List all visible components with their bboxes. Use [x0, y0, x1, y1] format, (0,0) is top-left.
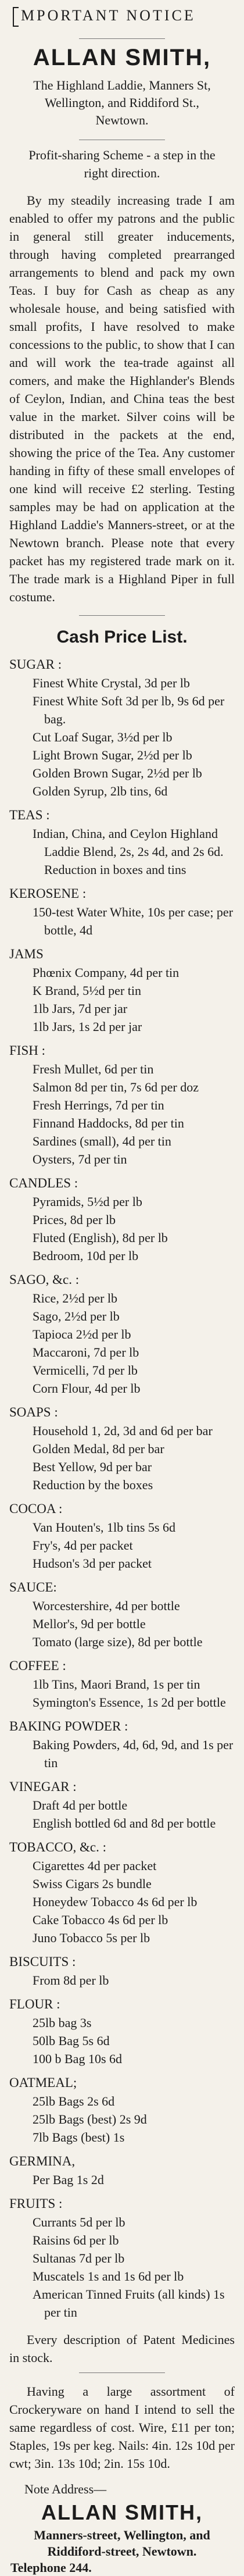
price-item: Honeydew Tobacco 4s 6d per lb: [33, 1894, 198, 1909]
price-item: American Tinned Fruits (all kinds) 1s per tin: [33, 2287, 225, 2320]
category-items: [9, 1857, 235, 1947]
price-item: Household 1, 2d, 3d and 6d per bar: [33, 1423, 213, 1438]
price-item: 7lb Bags (best) 1s: [33, 2130, 125, 2145]
category-items: [9, 1422, 235, 1494]
footer-merchant-name: ALLAN SMITH,: [41, 2500, 203, 2524]
price-item: Finest White Soft 3d per lb, 9s 6d per bag.: [33, 694, 225, 726]
price-item: Cut Loaf Sugar, 3½d per lb: [33, 730, 173, 744]
price-item: K Brand, 5½d per tin: [33, 983, 141, 998]
category-items: [9, 2014, 235, 2068]
price-item: Tomato (large size), 8d per bottle: [33, 1635, 203, 1649]
price-item: Per Bag 1s 2d: [33, 2172, 104, 2187]
category-items: [9, 674, 235, 800]
category-items: [9, 1796, 235, 1832]
price-category: [9, 1953, 235, 1989]
telephone: Telephone 244.: [10, 2560, 92, 2575]
price-category: [9, 1271, 235, 1397]
category-items: [9, 1518, 235, 1572]
category-items: [9, 2171, 235, 2189]
intro-paragraph: By my steadily increasing trade I am enabled to offer my patrons and the public in general still greater inducements, through having completed prearranged arrangements to blend and pack my own Teas. I buy for Cash as cheap as any wholesale house, and being satisfied with small profits, I have resolved to make concessions to the public, to show that I can and will work the tea-trade against all comers, and make the Highlander's Blends of Ceylon, Indian, and China teas the best value in the market. Silver coins will be distributed in the packets at the end, showing the price of the Tea. Any customer handing in fifty of these small envelopes of one kind will receive £2 sterling. Testing samples may be had on application at the Highland Laddie's Manners-street, or at the Newtown branch. Please note that every packet has my registered trade mark on it. The trade mark is a Highland Piper in full costume.: [9, 193, 235, 604]
category-heading: JAMS: [9, 947, 44, 961]
price-category: [9, 2152, 235, 2189]
category-heading: TOBACCO, &c. :: [9, 1840, 106, 1854]
category-items: [9, 1597, 235, 1651]
price-category: [9, 1778, 235, 1832]
category-items: [9, 1675, 235, 1711]
price-category: [9, 884, 235, 939]
divider-rule: [79, 2372, 165, 2373]
price-item: 1lb Tins, Maori Brand, 1s per tin: [33, 1677, 200, 1692]
price-item: 1lb Jars, 7d per jar: [33, 1001, 128, 1016]
price-category: [9, 1174, 235, 1265]
price-item: Van Houten's, 1lb tins 5s 6d: [33, 1520, 175, 1535]
price-item: 50lb Bag 5s 6d: [33, 2033, 110, 2048]
price-item: Fresh Mullet, 6d per tin: [33, 1062, 154, 1076]
category-items: [9, 2092, 235, 2146]
price-item: Sago, 2½d per lb: [33, 1309, 120, 1323]
address-line: Newtown.: [95, 113, 149, 127]
category-heading: KEROSENE :: [9, 886, 87, 901]
bracket-ornament: [13, 7, 19, 27]
category-heading: GERMINA,: [9, 2154, 76, 2168]
footer-address-line: Riddiford-street, Newtown.: [47, 2544, 197, 2559]
price-item: 1lb Jars, 1s 2d per jar: [33, 1019, 142, 1034]
price-item: Golden Medal, 8d per bar: [33, 1442, 164, 1456]
divider-rule: [79, 615, 165, 616]
crockery-paragraph: Having a large assortment of Crockeryware on hand I intend to sell the same regardless of cost. Wire, £11 per ton; Staples, 19s per keg. Nails: 4in. 12s 10d per cwt; 3in. 13s 10d; 2in. 15s 10d.: [9, 2384, 235, 2471]
category-heading: COCOA :: [9, 1501, 63, 1516]
price-category: [9, 2195, 235, 2321]
category-heading: VINEGAR :: [9, 1779, 77, 1794]
category-items: [9, 825, 235, 879]
price-item: Oysters, 7d per tin: [33, 1152, 127, 1166]
price-item: Phœnix Company, 4d per tin: [33, 965, 180, 980]
price-item: Golden Syrup, 2lb tins, 6d: [33, 784, 168, 798]
category-heading: SAGO, &c. :: [9, 1272, 80, 1287]
merchant-name: ALLAN SMITH,: [33, 45, 211, 70]
price-category: [9, 806, 235, 879]
price-category: [9, 1838, 235, 1947]
address-line: Wellington, and Riddiford St.,: [45, 95, 199, 110]
price-item: Symington's Essence, 1s 2d per bottle: [33, 1695, 226, 1710]
price-category: [9, 1995, 235, 2068]
price-item: 25lb Bags (best) 2s 9d: [33, 2112, 147, 2127]
category-heading: FISH :: [9, 1043, 45, 1058]
category-heading: BISCUITS :: [9, 1954, 76, 1969]
category-heading: OATMEAL;: [9, 2075, 77, 2090]
price-item: Sardines (small), 4d per tin: [33, 1134, 171, 1148]
category-items: [9, 903, 235, 939]
price-item: From 8d per lb: [33, 1973, 109, 1988]
category-items: [9, 1289, 235, 1397]
category-items: [9, 1971, 235, 1989]
notice-header: [9, 6, 235, 33]
price-item: Cake Tobacco 4s 6d per lb: [33, 1913, 168, 1927]
note-address-label: Note Address—: [24, 2482, 107, 2496]
price-category: [9, 1578, 235, 1651]
price-category: [9, 1657, 235, 1711]
price-item: Fry's, 4d per packet: [33, 1538, 133, 1553]
category-heading: FLOUR :: [9, 1997, 60, 2011]
price-category: [9, 1500, 235, 1572]
price-item: Swiss Cigars 2s bundle: [33, 1876, 152, 1891]
category-heading: SAUCE:: [9, 1580, 57, 1594]
category-items: [9, 1060, 235, 1168]
category-heading: BAKING POWDER :: [9, 1719, 128, 1733]
price-item: Worcestershire, 4d per bottle: [33, 1599, 180, 1613]
price-item: Corn Flour, 4d per lb: [33, 1381, 141, 1396]
address-line: The Highland Laddie, Manners St,: [33, 78, 211, 92]
merchant-address: [9, 77, 235, 129]
profit-sharing-line: Profit-sharing Scheme - a step in the right direction.: [28, 148, 216, 180]
price-list: [9, 655, 235, 2321]
price-item: Hudson's 3d per packet: [33, 1556, 152, 1571]
footer-address-line: Manners-street, Wellington, and: [34, 2528, 210, 2542]
price-item: 25lb Bags 2s 6d: [33, 2094, 115, 2108]
price-category: [9, 1717, 235, 1772]
price-item: Currants 5d per lb: [33, 2215, 125, 2229]
divider-rule: [79, 38, 165, 39]
price-item: Maccaroni, 7d per lb: [33, 1345, 139, 1360]
price-item: Finest White Crystal, 3d per lb: [33, 676, 190, 690]
price-item: Best Yellow, 9d per bar: [33, 1460, 152, 1474]
medicines-notice: Every description of Patent Medicines in stock.: [9, 2332, 235, 2365]
price-item: Raisins 6d per lb: [33, 2233, 119, 2247]
category-heading: SOAPS :: [9, 1405, 58, 1419]
price-item: Pyramids, 5½d per lb: [33, 1194, 142, 1209]
price-item: Golden Brown Sugar, 2½d per lb: [33, 766, 202, 780]
price-item: Salmon 8d per tin, 7s 6d per doz: [33, 1080, 199, 1094]
category-items: [9, 2213, 235, 2321]
price-item: Reduction by the boxes: [33, 1478, 153, 1492]
price-category: [9, 945, 235, 1036]
price-item: Rice, 2½d per lb: [33, 1291, 118, 1305]
price-item: Draft 4d per bottle: [33, 1798, 128, 1813]
price-item: Fresh Herrings, 7d per tin: [33, 1098, 164, 1112]
category-items: [9, 1193, 235, 1265]
price-item: 25lb bag 3s: [33, 2015, 92, 2030]
category-heading: TEAS :: [9, 808, 50, 822]
category-heading: FRUITS :: [9, 2196, 63, 2211]
price-list-title: Cash Price List.: [56, 627, 188, 647]
price-item: 150-test Water White, 10s per case; per bottle, 4d: [33, 905, 234, 937]
price-item: Tapioca 2½d per lb: [33, 1327, 131, 1341]
price-item: Indian, China, and Ceylon Highland Laddie Blend, 2s, 2s 4d, and 2s 6d. Reduction in boxes and tins: [33, 826, 224, 877]
price-item: English bottled 6d and 8d per bottle: [33, 1816, 216, 1831]
price-item: Bedroom, 10d per lb: [33, 1248, 139, 1263]
price-item: Fluted (English), 8d per lb: [33, 1230, 168, 1245]
category-items: [9, 964, 235, 1036]
price-item: Finnand Haddocks, 8d per tin: [33, 1116, 184, 1130]
price-item: Muscatels 1s and 1s 6d per lb: [33, 2269, 184, 2284]
price-item: Mellor's, 9d per bottle: [33, 1617, 146, 1631]
price-item: Baking Powders, 4d, 6d, 9d, and 1s per tin: [33, 1737, 234, 1770]
price-category: [9, 655, 235, 800]
category-items: [9, 1736, 235, 1772]
price-item: Light Brown Sugar, 2½d per lb: [33, 748, 192, 762]
category-heading: COFFEE :: [9, 1658, 66, 1673]
price-category: [9, 1041, 235, 1168]
price-category: [9, 1403, 235, 1494]
price-item: 100 b Bag 10s 6d: [33, 2051, 122, 2066]
price-item: Sultanas 7d per lb: [33, 2251, 125, 2265]
price-item: Juno Tobacco 5s per lb: [33, 1931, 150, 1945]
price-item: Prices, 8d per lb: [33, 1212, 116, 1227]
category-heading: SUGAR :: [9, 657, 62, 672]
price-item: Cigarettes 4d per packet: [33, 1858, 157, 1873]
price-item: Vermicelli, 7d per lb: [33, 1363, 138, 1378]
category-heading: CANDLES :: [9, 1176, 78, 1190]
notice-title: MPORTANT NOTICE: [21, 7, 196, 24]
price-category: [9, 2074, 235, 2146]
